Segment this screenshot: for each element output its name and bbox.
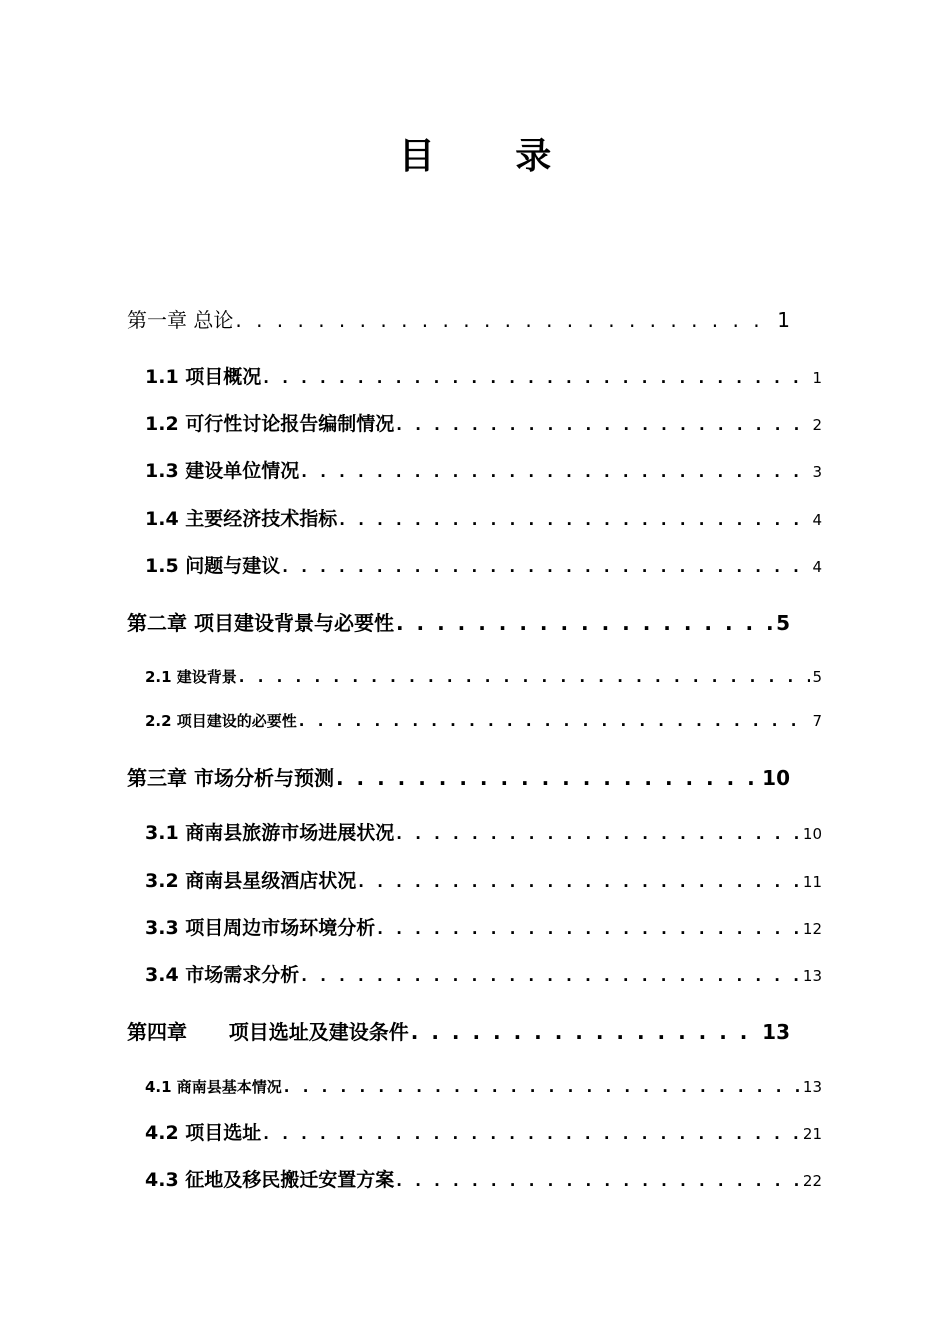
toc-entry-label: 1.2 可行性讨论报告编制情况 bbox=[145, 413, 395, 435]
toc-entry-section-3-4[interactable] bbox=[145, 960, 822, 987]
toc-leader-dots bbox=[411, 1020, 760, 1044]
toc-entry-page: 13 bbox=[802, 967, 822, 985]
toc-entry-label: 4.1 商南县基本情况 bbox=[145, 1078, 282, 1096]
toc-entry-section-1-2[interactable] bbox=[145, 409, 822, 436]
toc-entry-page: 4 bbox=[812, 558, 822, 576]
toc-entry-page: 7 bbox=[812, 712, 822, 730]
toc-entry-label: 3.2 商南县星级酒店状况 bbox=[145, 870, 357, 892]
toc-entry-chapter-2[interactable] bbox=[127, 607, 790, 636]
toc-entry-page: 13 bbox=[762, 1020, 790, 1044]
toc-leader-dots bbox=[235, 308, 775, 332]
toc-leader-dots bbox=[263, 1125, 801, 1143]
toc-entry-label: 第三章 市场分析与预测 bbox=[127, 766, 334, 790]
toc-entry-label: 2.1 建设背景 bbox=[145, 668, 237, 686]
toc-leader-dots bbox=[396, 416, 810, 434]
toc-entry-section-4-3[interactable] bbox=[145, 1165, 822, 1192]
toc-entry-section-2-2[interactable] bbox=[145, 710, 822, 731]
toc-entry-section-1-5[interactable] bbox=[145, 551, 822, 578]
toc-entry-page: 11 bbox=[802, 873, 822, 891]
toc-entry-label: 1.3 建设单位情况 bbox=[145, 460, 300, 482]
toc-entry-page: 1 bbox=[777, 308, 790, 332]
toc-entry-page: 1 bbox=[812, 369, 822, 387]
toc-entry-chapter-1[interactable] bbox=[127, 304, 790, 333]
toc-entry-label: 第二章 项目建设背景与必要性 bbox=[127, 611, 394, 635]
toc-entry-label: 1.5 问题与建议 bbox=[145, 555, 281, 577]
toc-entry-label: 4.2 项目选址 bbox=[145, 1122, 262, 1144]
toc-leader-dots bbox=[282, 558, 810, 576]
toc-entry-label: 1.1 项目概况 bbox=[145, 366, 262, 388]
toc-leader-dots bbox=[239, 668, 811, 686]
toc-entry-section-2-1[interactable] bbox=[145, 666, 822, 687]
toc-entry-chapter-3[interactable] bbox=[127, 762, 790, 791]
toc-leader-dots bbox=[396, 1172, 801, 1190]
toc-entry-section-3-1[interactable] bbox=[145, 818, 822, 845]
toc-entry-chapter-4[interactable] bbox=[127, 1016, 790, 1045]
toc-entry-page: 10 bbox=[802, 825, 822, 843]
toc-entry-section-4-2[interactable] bbox=[145, 1118, 822, 1145]
page-title: 目 录 bbox=[398, 136, 586, 177]
toc-leader-dots bbox=[377, 920, 801, 938]
toc-entry-section-3-3[interactable] bbox=[145, 913, 822, 940]
toc-leader-dots bbox=[396, 611, 774, 635]
toc-leader-dots bbox=[358, 873, 801, 891]
toc-leader-dots bbox=[301, 463, 810, 481]
toc-entry-page: 12 bbox=[802, 920, 822, 938]
toc-leader-dots bbox=[263, 369, 810, 387]
toc-entry-page: 3 bbox=[812, 463, 822, 481]
toc-entry-page: 13 bbox=[802, 1078, 822, 1096]
toc-entry-label: 第一章 总论 bbox=[127, 308, 234, 332]
toc-entry-label: 3.4 市场需求分析 bbox=[145, 964, 300, 986]
toc-entry-page: 5 bbox=[776, 611, 790, 635]
toc-entry-label: 3.3 项目周边市场环境分析 bbox=[145, 917, 376, 939]
toc-leader-dots bbox=[336, 766, 760, 790]
toc-entry-page: 10 bbox=[762, 766, 790, 790]
toc-entry-page: 21 bbox=[802, 1125, 822, 1143]
toc-entry-section-1-4[interactable] bbox=[145, 504, 822, 531]
toc-entry-section-4-1[interactable] bbox=[145, 1076, 822, 1097]
toc-entry-section-1-1[interactable] bbox=[145, 362, 822, 389]
toc-leader-dots bbox=[301, 967, 801, 985]
toc-entry-label: 4.3 征地及移民搬迁安置方案 bbox=[145, 1169, 395, 1191]
toc-leader-dots bbox=[339, 511, 810, 529]
toc-leader-dots bbox=[396, 825, 801, 843]
toc-entry-label: 1.4 主要经济技术指标 bbox=[145, 508, 338, 530]
toc-entry-section-1-3[interactable] bbox=[145, 456, 822, 483]
toc-entry-label: 2.2 项目建设的必要性 bbox=[145, 712, 297, 730]
toc-entry-page: 22 bbox=[802, 1172, 822, 1190]
toc-entry-page: 5 bbox=[812, 668, 822, 686]
toc-leader-dots bbox=[284, 1078, 801, 1096]
toc-entry-section-3-2[interactable] bbox=[145, 866, 822, 893]
toc-entry-page: 4 bbox=[812, 511, 822, 529]
toc-entry-label: 第四章 项目选址及建设条件 bbox=[127, 1020, 409, 1044]
toc-entry-page: 2 bbox=[812, 416, 822, 434]
toc-entry-label: 3.1 商南县旅游市场进展状况 bbox=[145, 822, 395, 844]
toc-leader-dots bbox=[299, 712, 811, 730]
